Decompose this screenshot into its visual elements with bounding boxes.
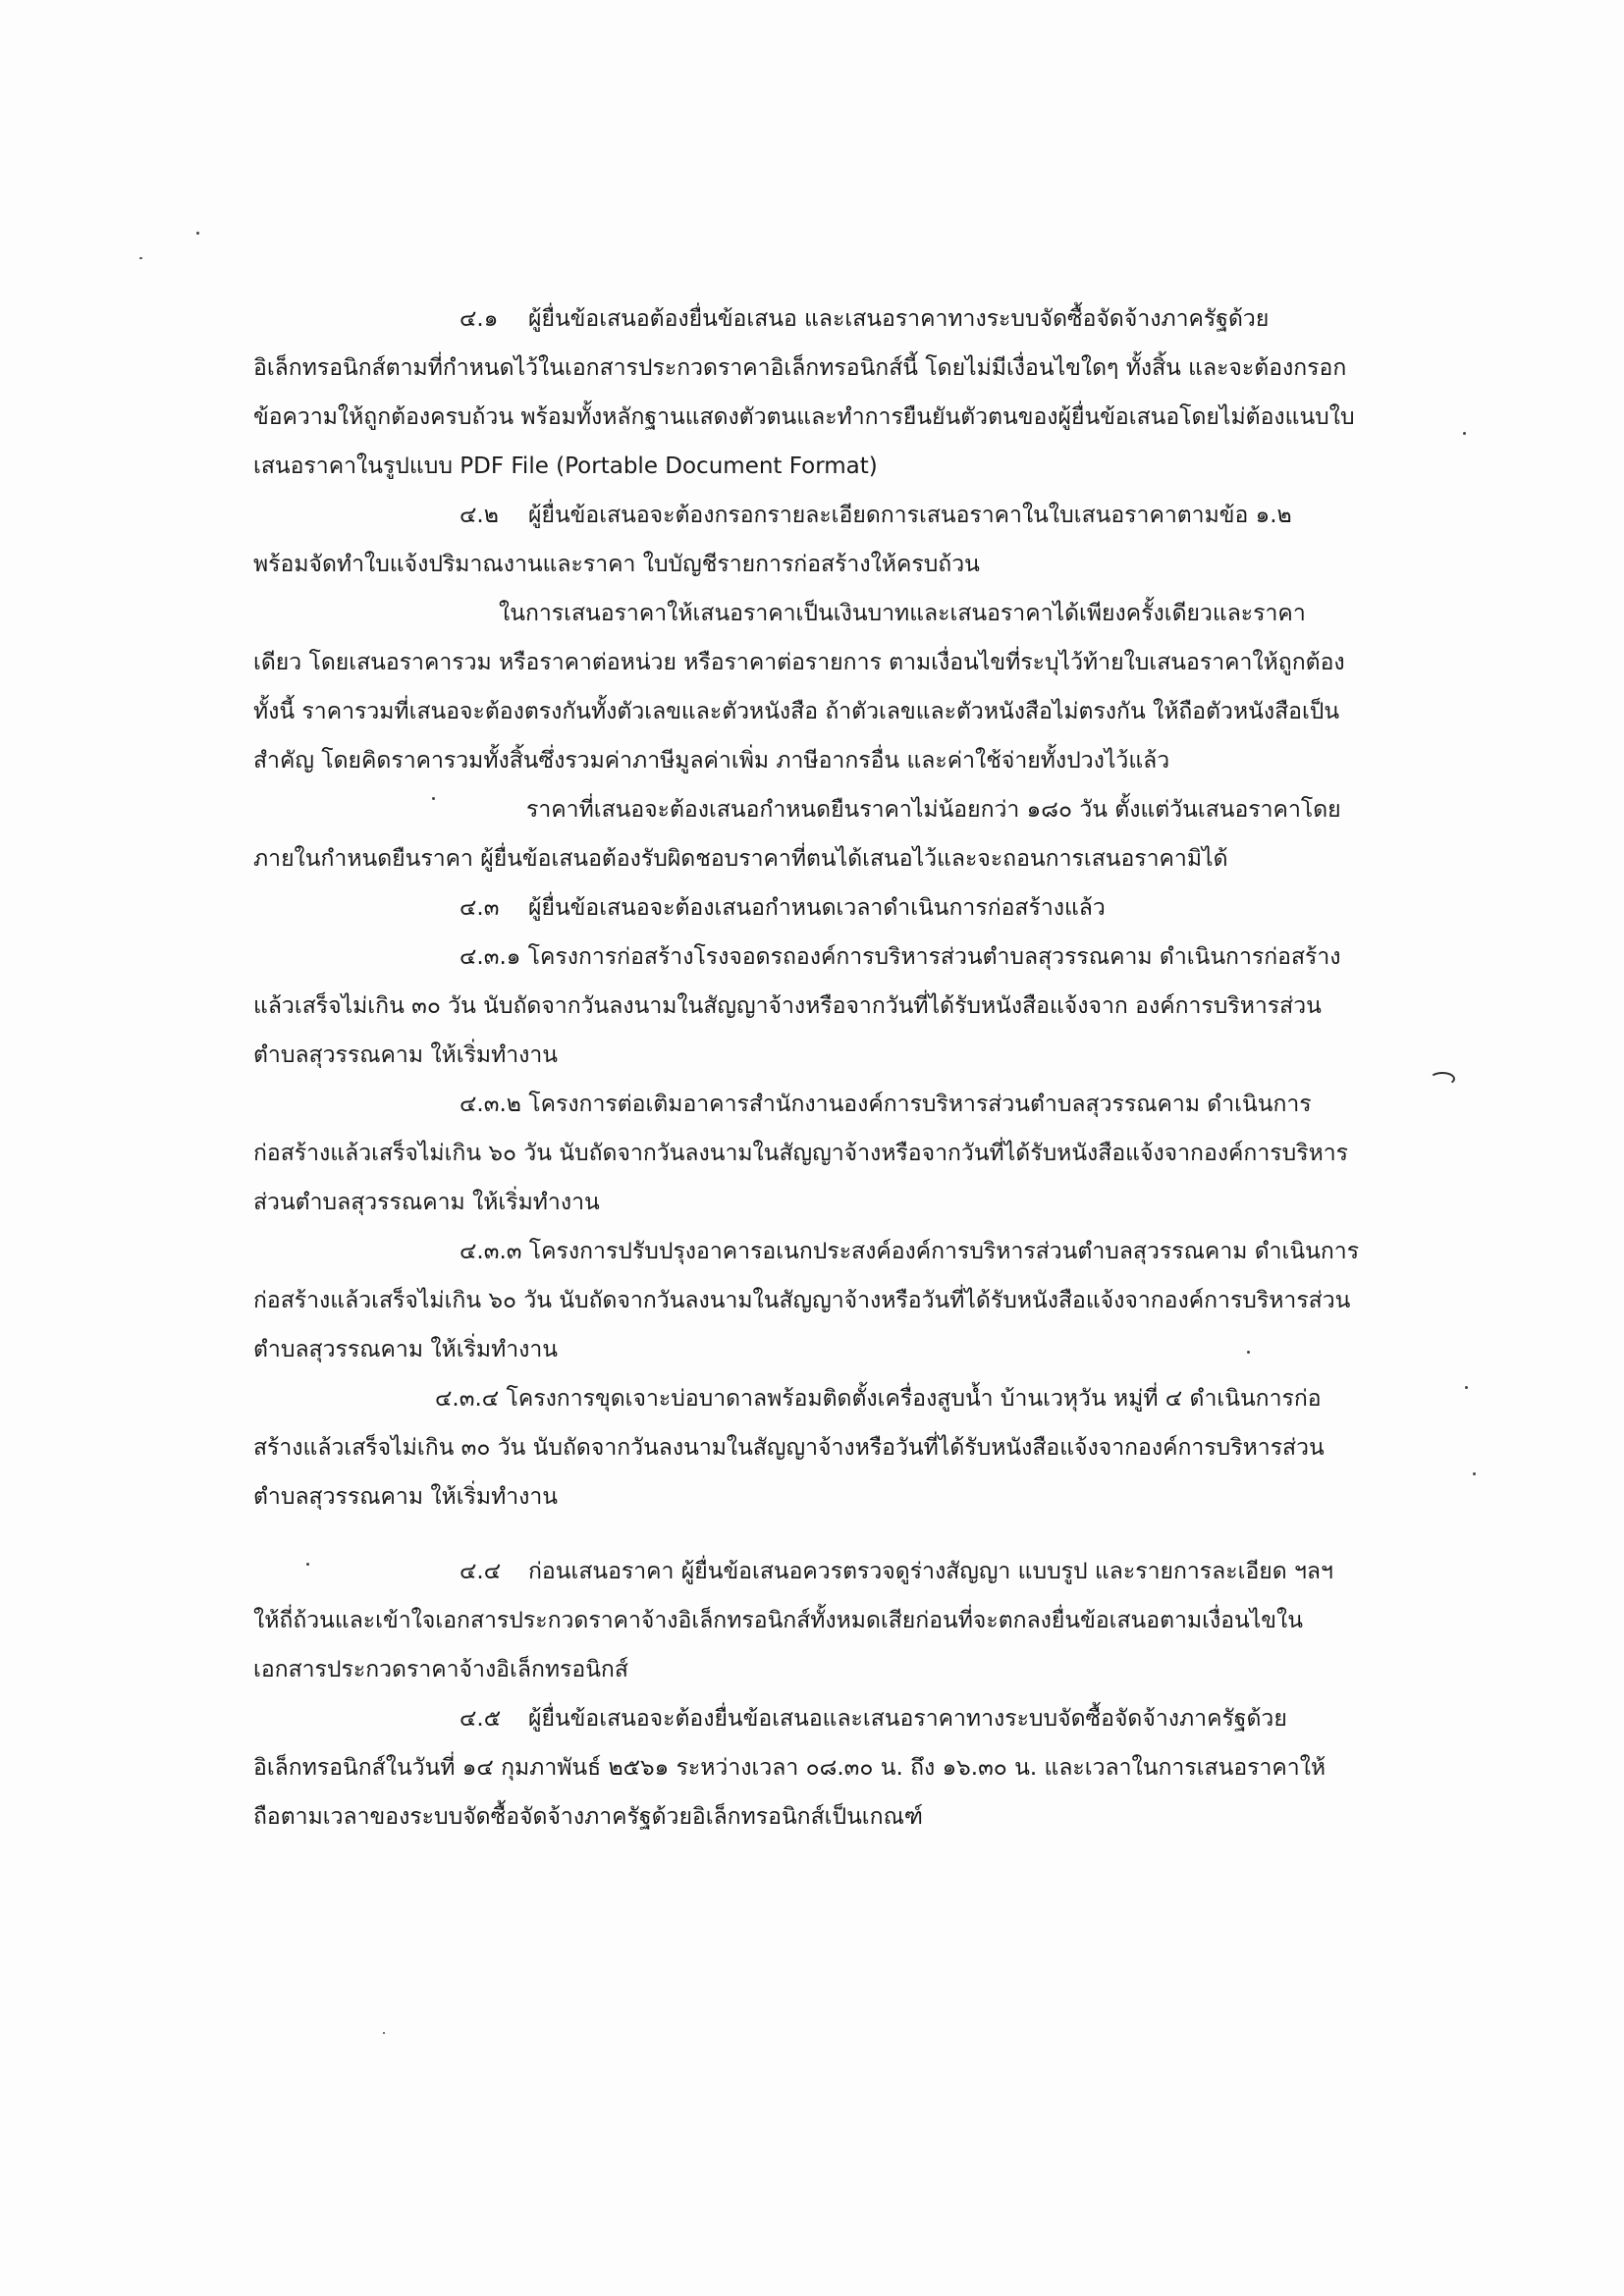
paragraph-text: ผู้ยื่นข้อเสนอจะต้องกรอกรายละเอียดการเสนอราคาในใบเสนอราคาตามข้อ ๑.๒ (528, 503, 1292, 528)
paragraph-4-3-1-line: ตำบลสุวรรณคาม ให้เริ่มทำงาน (253, 1042, 559, 1068)
scan-speck (383, 2032, 385, 2034)
section-number: ๔.๔ (460, 1559, 502, 1584)
paragraph-4-5-line: ถือตามเวลาของระบบจัดซื้อจัดจ้างภาครัฐด้วยอิเล็กทรอนิกส์เป็นเกณฑ์ (253, 1804, 924, 1830)
paragraph-4-3-line (253, 883, 1382, 933)
paragraph-4-5-line (253, 1694, 1382, 1743)
paragraph-4-1-line: เสนอราคาในรูปแบบ PDF File (Portable Document Format) (253, 454, 878, 479)
paragraph-4-3-4-line: ๔.๓.๔ โครงการขุดเจาะบ่อบาดาลพร้อมติดตั้งเครื่องสูบน้ำ บ้านเวหุวัน หมู่ที่ ๔ ดำเนินการก่อ (435, 1386, 1322, 1412)
paragraph-4-1-line: อิเล็กทรอนิกส์ตามที่กำหนดไว้ในเอกสารประกวดราคาอิเล็กทรอนิกส์นี้ โดยไม่มีเงื่อนไขใดๆ ทั้งสิ้น และจะต้องกรอก (253, 355, 1347, 381)
paragraph-4-3-4-line: ตำบลสุวรรณคาม ให้เริ่มทำงาน (253, 1484, 559, 1510)
scan-speck (1473, 1472, 1476, 1475)
paragraph-4-2-line: พร้อมจัดทำใบแจ้งปริมาณงานและราคา ใบบัญชีรายการก่อสร้างให้ครบถ้วน (253, 552, 980, 577)
paragraph-text: ก่อนเสนอราคา ผู้ยื่นข้อเสนอควรตรวจดูร่างสัญญา แบบรูป และรายการละเอียด ฯลฯ (528, 1559, 1333, 1584)
paragraph-4-2-line (253, 491, 1382, 540)
paragraph-4-3-4-line: สร้างแล้วเสร็จไม่เกิน ๓๐ วัน นับถัดจากวันลงนามในสัญญาจ้างหรือวันที่ได้รับหนังสือแจ้งจากองค์การบริหารส่วน (253, 1435, 1325, 1461)
paragraph-4-3-2-line: ก่อสร้างแล้วเสร็จไม่เกิน ๖๐ วัน นับถัดจากวันลงนามในสัญญาจ้างหรือจากวันที่ได้รับหนังสือแจ้งจากองค์การบริหาร (253, 1141, 1348, 1166)
section-number: ๔.๒ (460, 503, 499, 528)
paragraph-4-1-line (253, 294, 1382, 344)
paragraph-4-2-price-line: ทั้งนี้ ราคารวมที่เสนอจะต้องตรงกันทั้งตัวเลขและตัวหนังสือ ถ้าตัวเลขและตัวหนังสือไม่ตรงกัน ให้ถือตัวหนังสือเป็น (253, 699, 1340, 724)
paragraph-4-4-line: เอกสารประกวดราคาจ้างอิเล็กทรอนิกส์ (253, 1657, 628, 1682)
paragraph-4-5-line: อิเล็กทรอนิกส์ในวันที่ ๑๔ กุมภาพันธ์ ๒๕๖๑ ระหว่างเวลา ๐๘.๓๐ น. ถึง ๑๖.๓๐ น. และเวลาในการเสนอราคาให้ (253, 1755, 1326, 1781)
paragraph-4-3-1-line: แล้วเสร็จไม่เกิน ๓๐ วัน นับถัดจากวันลงนามในสัญญาจ้างหรือจากวันที่ได้รับหนังสือแจ้งจาก องค์การบริหารส่วน (253, 993, 1322, 1019)
paragraph-4-2-price-line: สำคัญ โดยคิดราคารวมทั้งสิ้นซึ่งรวมค่าภาษีมูลค่าเพิ่ม ภาษีอากรอื่น และค่าใช้จ่ายทั้งปวงไว้แล้ว (253, 748, 1170, 774)
paragraph-text: ผู้ยื่นข้อเสนอจะต้องเสนอกำหนดเวลาดำเนินการก่อสร้างแล้ว (528, 895, 1106, 921)
paragraph-4-3-3-line: ๔.๓.๓ โครงการปรับปรุงอาคารอเนกประสงค์องค์การบริหารส่วนตำบลสุวรรณคาม ดำเนินการ (460, 1239, 1360, 1264)
scan-speck (1465, 1386, 1468, 1389)
paragraph-4-2-price-line: เดียว โดยเสนอราคารวม หรือราคาต่อหน่วย หรือราคาต่อรายการ ตามเงื่อนไขที่ระบุไว้ท้ายใบเสนอราคาให้ถูกต้อง (253, 650, 1345, 675)
paragraph-text: ผู้ยื่นข้อเสนอต้องยื่นข้อเสนอ และเสนอราคาทางระบบจัดซื้อจัดจ้างภาครัฐด้วย (528, 306, 1270, 332)
paragraph-4-3-3-line: ตำบลสุวรรณคาม ให้เริ่มทำงาน (253, 1337, 559, 1362)
document-body (253, 294, 1382, 1842)
paragraph-4-2-validity-line: ราคาที่เสนอจะต้องเสนอกำหนดยืนราคาไม่น้อยกว่า ๑๘๐ วัน ตั้งแต่วันเสนอราคาโดย (526, 797, 1341, 823)
scan-speck (139, 257, 142, 259)
section-number: ๔.๑ (460, 306, 499, 332)
paragraph-4-3-2-line: ๔.๓.๒ โครงการต่อเติมอาคารสำนักงานองค์การบริหารส่วนตำบลสุวรรณคาม ดำเนินการ (460, 1092, 1312, 1117)
paragraph-4-4-line: ให้ถี่ถ้วนและเข้าใจเอกสารประกวดราคาจ้างอิเล็กทรอนิกส์ทั้งหมดเสียก่อนที่จะตกลงยื่นข้อเสนอตามเงื่อนไขใน (253, 1608, 1303, 1633)
paragraph-4-1-line: ข้อความให้ถูกต้องครบถ้วน พร้อมทั้งหลักฐานแสดงตัวตนและทำการยืนยันตัวตนของผู้ยื่นข้อเสนอโดยไม่ต้องแนบใบ (253, 404, 1355, 430)
paragraph-4-3-2-line: ส่วนตำบลสุวรรณคาม ให้เริ่มทำงาน (253, 1190, 600, 1215)
scan-speck (196, 232, 199, 235)
paragraph-text: ผู้ยื่นข้อเสนอจะต้องยื่นข้อเสนอและเสนอราคาทางระบบจัดซื้อจัดจ้างภาครัฐด้วย (528, 1706, 1287, 1732)
scan-mark (1430, 1072, 1455, 1086)
paragraph-4-4-line (253, 1547, 1382, 1596)
paragraph-4-2-validity-line: ภายในกำหนดยืนราคา ผู้ยื่นข้อเสนอต้องรับผิดชอบราคาที่ตนได้เสนอไว้และจะถอนการเสนอราคามิได้ (253, 846, 1228, 872)
paragraph-spacer (253, 1522, 1382, 1547)
section-number: ๔.๓ (460, 895, 500, 921)
paragraph-4-2-price-line: ในการเสนอราคาให้เสนอราคาเป็นเงินบาทและเสนอราคาได้เพียงครั้งเดียวและราคา (499, 601, 1306, 626)
scan-speck (1463, 432, 1466, 435)
paragraph-4-3-3-line: ก่อสร้างแล้วเสร็จไม่เกิน ๖๐ วัน นับถัดจากวันลงนามในสัญญาจ้างหรือวันที่ได้รับหนังสือแจ้งจากองค์การบริหารส่วน (253, 1288, 1351, 1313)
paragraph-4-3-1-line: ๔.๓.๑ โครงการก่อสร้างโรงจอดรถองค์การบริหารส่วนตำบลสุวรรณคาม ดำเนินการก่อสร้าง (460, 944, 1341, 970)
section-number: ๔.๕ (460, 1706, 502, 1732)
